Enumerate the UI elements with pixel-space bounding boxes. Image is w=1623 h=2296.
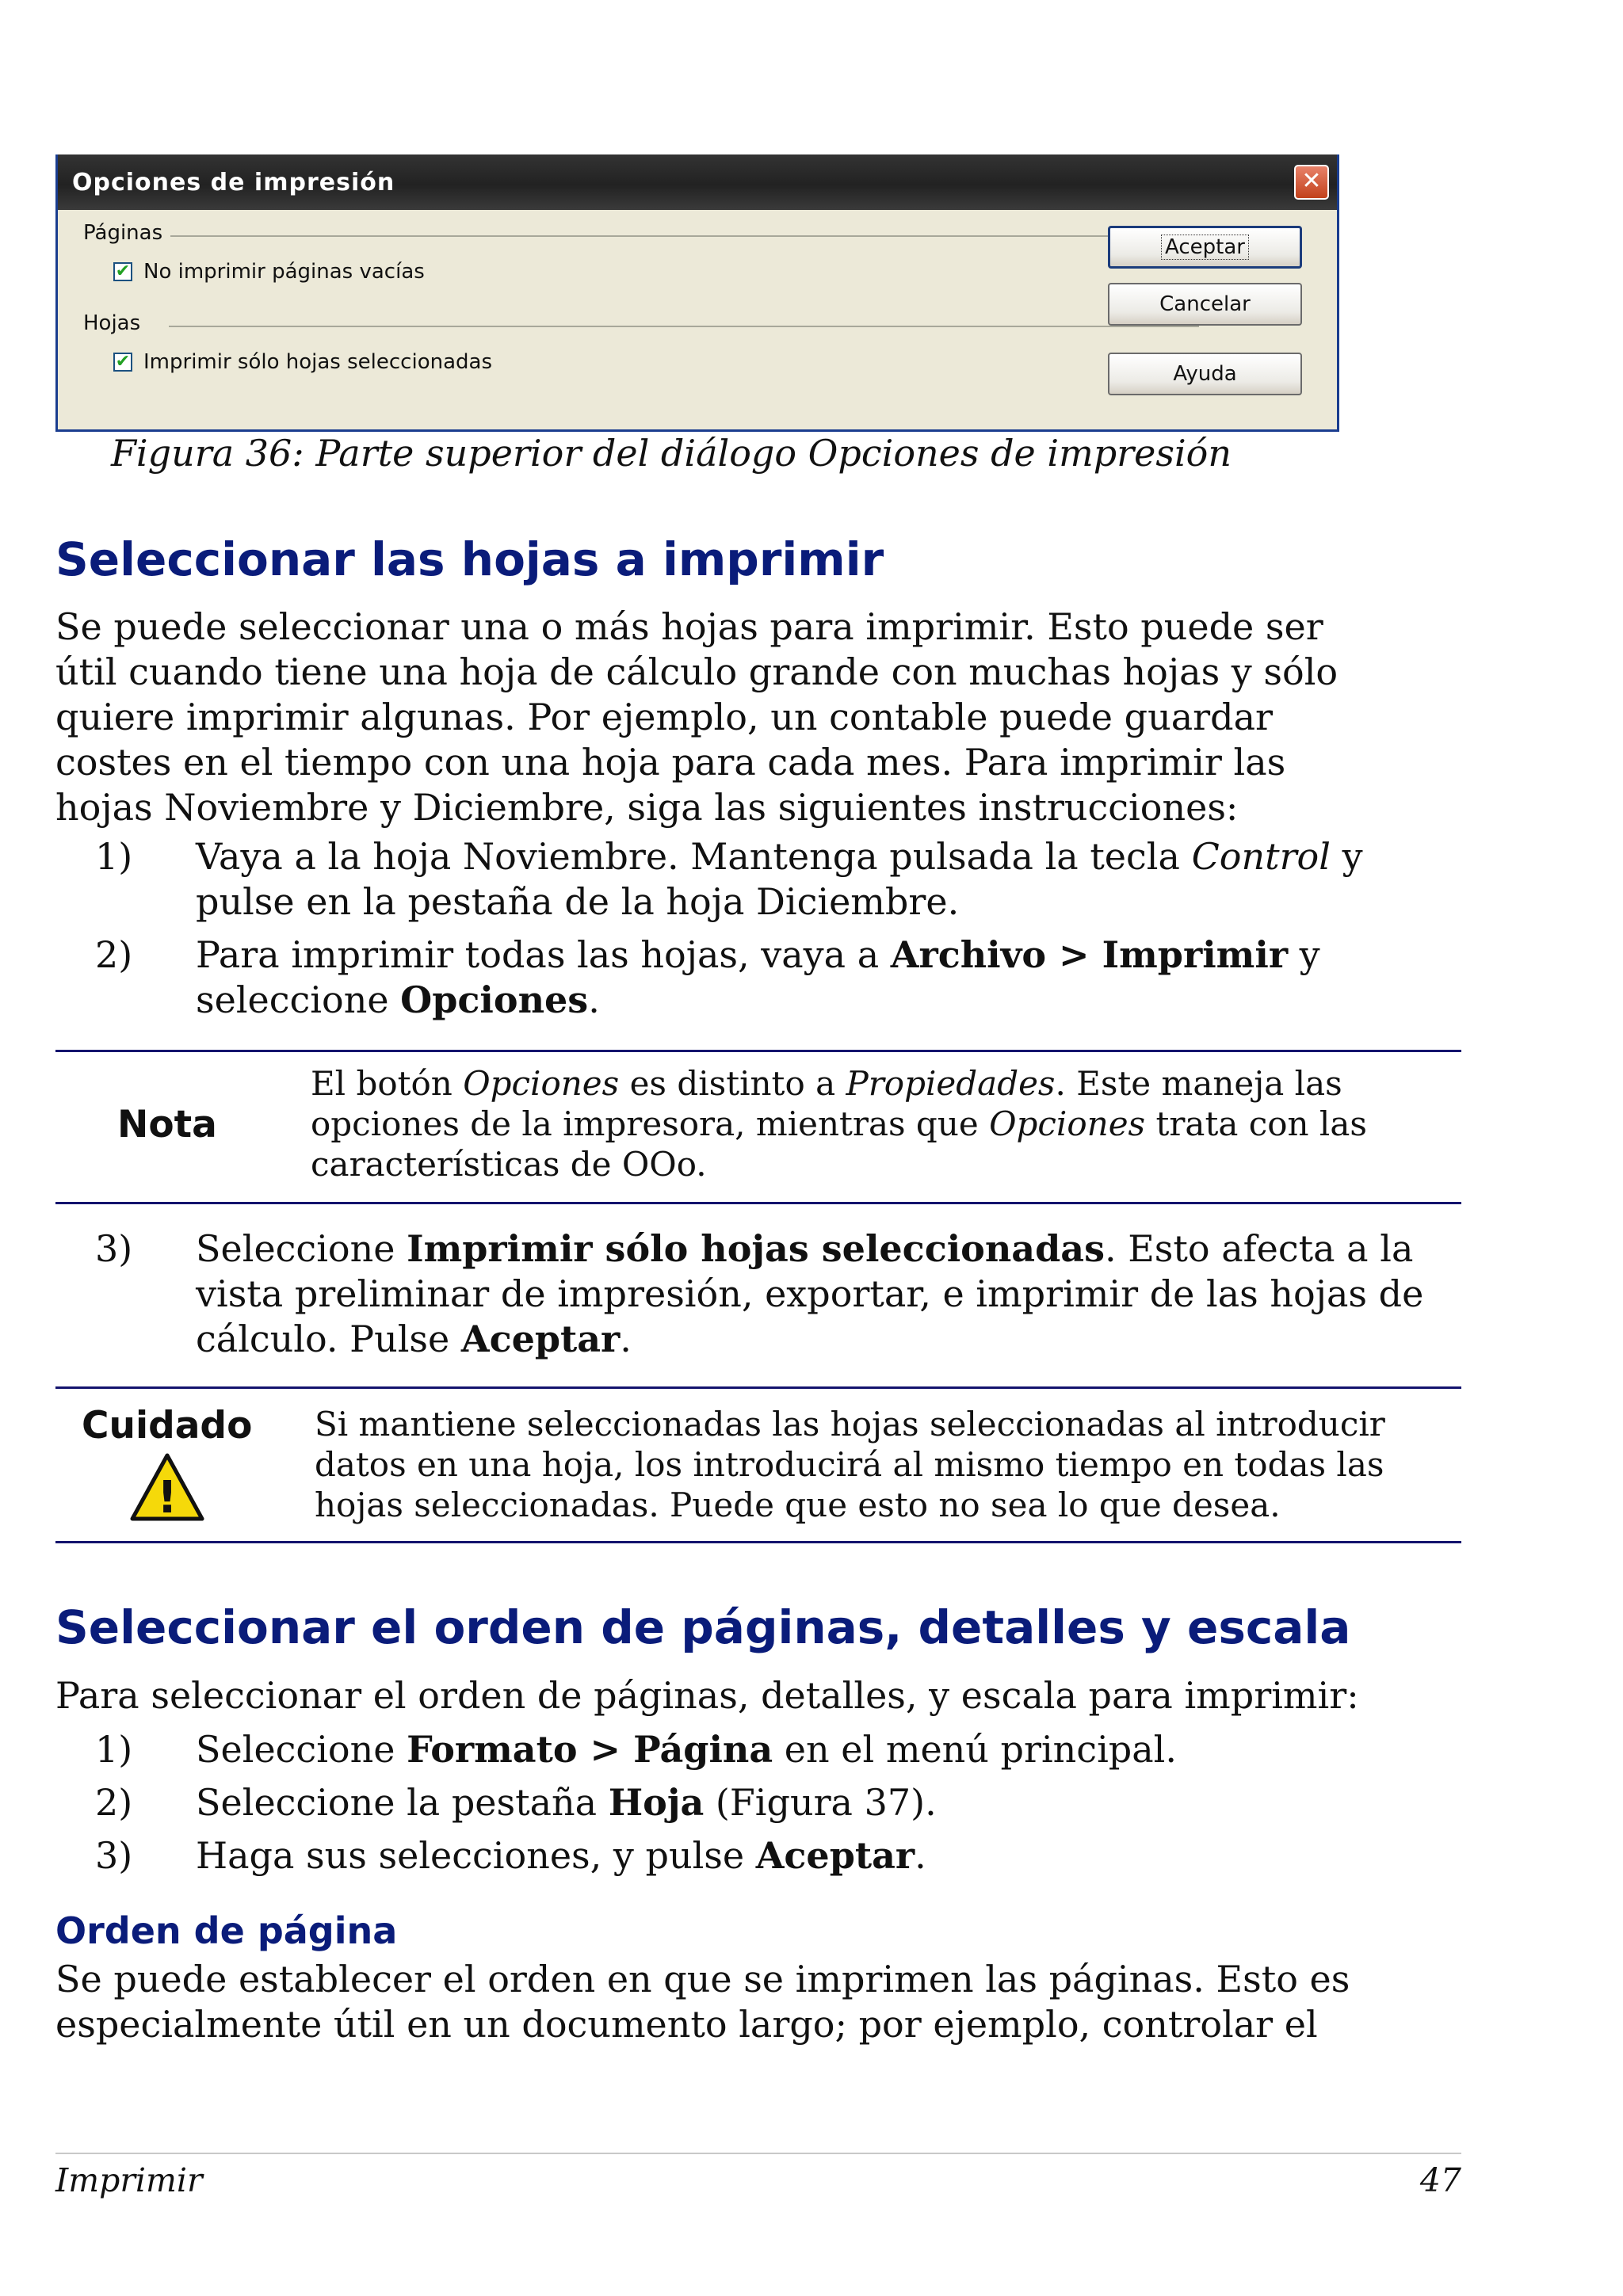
footer-chapter: Imprimir <box>55 2161 203 2199</box>
list-number: 2) <box>95 1781 133 1824</box>
caution-text: Si mantiene seleccionadas las hojas seleccionadas al introducir datos en una hoja, los introducirá al mismo tiempo en todas las hojas seleccionadas. Puede que esto no sea lo que desea. <box>315 1405 1385 1524</box>
caution-label: Cuidado <box>82 1404 253 1447</box>
caution-top-rule <box>55 1386 1461 1389</box>
accept-button-label: Aceptar <box>1161 235 1249 260</box>
text-line: quiere imprimir algunas. Por ejemplo, un contable puede guardar <box>55 696 1273 738</box>
dialog-title: Opciones de impresión <box>72 168 395 196</box>
text-line: especialmente útil en un documento largo; por ejemplo, controlar el <box>55 2003 1318 2046</box>
list-number: 1) <box>95 835 133 878</box>
section-heading: Seleccionar el orden de páginas, detalles y escala <box>55 1600 1351 1654</box>
dialog-titlebar <box>58 154 1337 210</box>
dialog-body <box>58 210 1337 432</box>
warning-glyph: ! <box>157 1472 178 1522</box>
subsection-heading: Orden de página <box>55 1909 398 1952</box>
list-number: 1) <box>95 1728 133 1771</box>
section-intro <box>55 605 1482 830</box>
checkbox-label: No imprimir páginas vacías <box>143 260 425 284</box>
page-number: 47 <box>1419 2161 1461 2199</box>
checkbox-selected-sheets-only[interactable] <box>113 350 492 374</box>
text-line: útil cuando tiene una hoja de cálculo grande con muchas hojas y sólo <box>55 650 1338 693</box>
checkbox-label: Imprimir sólo hojas seleccionadas <box>143 350 492 374</box>
cancel-button[interactable]: Cancelar <box>1108 283 1302 326</box>
section-heading: Seleccionar las hojas a imprimir <box>55 532 884 586</box>
section-intro: Para seleccionar el orden de páginas, detalles, y escala para imprimir: <box>55 1674 1359 1717</box>
accept-button[interactable] <box>1108 226 1302 269</box>
print-options-dialog-figure <box>55 154 1339 432</box>
group-divider <box>169 326 1199 327</box>
text-line: Se puede seleccionar una o más hojas para imprimir. Esto puede ser <box>55 605 1323 648</box>
warning-triangle-icon <box>129 1452 205 1522</box>
group-label-sheets: Hojas <box>83 311 148 335</box>
text-line: hojas Noviembre y Diciembre, siga las siguientes instrucciones: <box>55 786 1239 829</box>
footer-rule <box>55 2153 1461 2154</box>
list-number: 3) <box>95 1227 133 1270</box>
subsection-body <box>55 1957 1482 2047</box>
list-number: 2) <box>95 933 133 976</box>
text-line: costes en el tiempo con una hoja para cada mes. Para imprimir las <box>55 741 1286 784</box>
figure-caption: Figura 36: Parte superior del diálogo Opciones de impresión <box>111 432 1232 475</box>
caution-bottom-rule <box>55 1541 1461 1543</box>
checkbox-checked-icon: ✔ <box>113 353 132 372</box>
note-bottom-rule <box>55 1202 1461 1204</box>
group-label-pages: Páginas <box>83 221 170 245</box>
note-top-rule <box>55 1050 1461 1052</box>
note-label: Nota <box>117 1103 217 1146</box>
note-text: El botón Opciones es distinto a Propiedades. Este maneja las opciones de la impresora, mientras que Opciones trata con las características de OOo. <box>311 1064 1367 1184</box>
checkbox-no-blank-pages[interactable] <box>113 260 425 284</box>
checkbox-checked-icon: ✔ <box>113 262 132 281</box>
group-divider <box>169 235 1199 237</box>
close-icon[interactable]: ✕ <box>1294 165 1329 200</box>
help-button[interactable]: Ayuda <box>1108 353 1302 395</box>
list-number: 3) <box>95 1834 133 1877</box>
text-line: Se puede establecer el orden en que se imprimen las páginas. Esto es <box>55 1958 1350 2000</box>
